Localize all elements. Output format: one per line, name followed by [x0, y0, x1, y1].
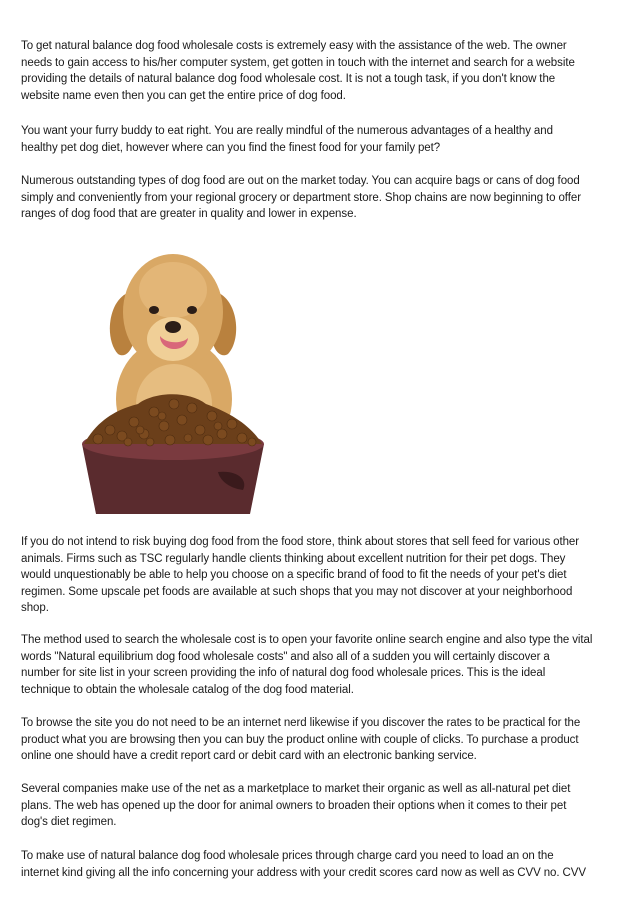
paragraph: The method used to search the wholesale cost is to open your favorite online search engine and also type the vital words "Natural equilibrium dog food wholesale costs" and also all of a sudden you will certainly discover a number for site list in your screen providing the info of natural dog food wholesale prices. This is the ideal technique to obtain the wholesale catalog of the dog food material.: [21, 634, 593, 696]
paragraph: To browse the site you do not need to be an internet nerd likewise if you discover the rates to be practical for the product what you are browsing then you can buy the product online with couple of clicks. To purchase a product online one should have a credit report card or debit card with an electronic banking service.: [21, 717, 581, 763]
paragraph: To get natural balance dog food wholesale costs is extremely easy with the assistance of the web. The owner needs to gain access to his/her computer system, get gotten in touch with the internet and search for a website providing the details of natural balance dog food wholesale cost. It is not a tough task, if you don't know the website name even then you can get the entire price of dog food.: [21, 40, 575, 102]
paragraph: If you do not intend to risk buying dog food from the food store, think about stores that sell feed for various other animals. Firms such as TSC regularly handle clients thinking about excellent nutrition for their pet dogs. They would unquestionably be able to help you choose on a specific brand of food to fit the needs of your pet's diet regimen. Some upscale pet foods are available at such shops that you may not discover at your neighborhood shop.: [21, 536, 580, 615]
puppy-with-food-bowl-image: [78, 244, 268, 520]
paragraph: To make use of natural balance dog food wholesale prices through charge card you need to load an on the internet kind giving all the info concerning your address with your credit scores card now as well as CVV no. CVV: [21, 850, 586, 879]
paragraph: You want your furry buddy to eat right. You are really mindful of the numerous advantages of a healthy and healthy pet dog diet, however where can you find the finest food for your family pet?: [21, 125, 553, 154]
paragraph: Several companies make use of the net as a marketplace to market their organic as well as all-natural pet diet plans. The web has opened up the door for animal owners to broaden their options when it comes to their pet dog's diet regimen.: [21, 783, 571, 829]
paragraph: Numerous outstanding types of dog food are out on the market today. You can acquire bags or cans of dog food simply and conveniently from your regional grocery or department store. Shop chains are now beginning to offer ranges of dog food that are greater in quality and lower in expense.: [21, 175, 582, 221]
